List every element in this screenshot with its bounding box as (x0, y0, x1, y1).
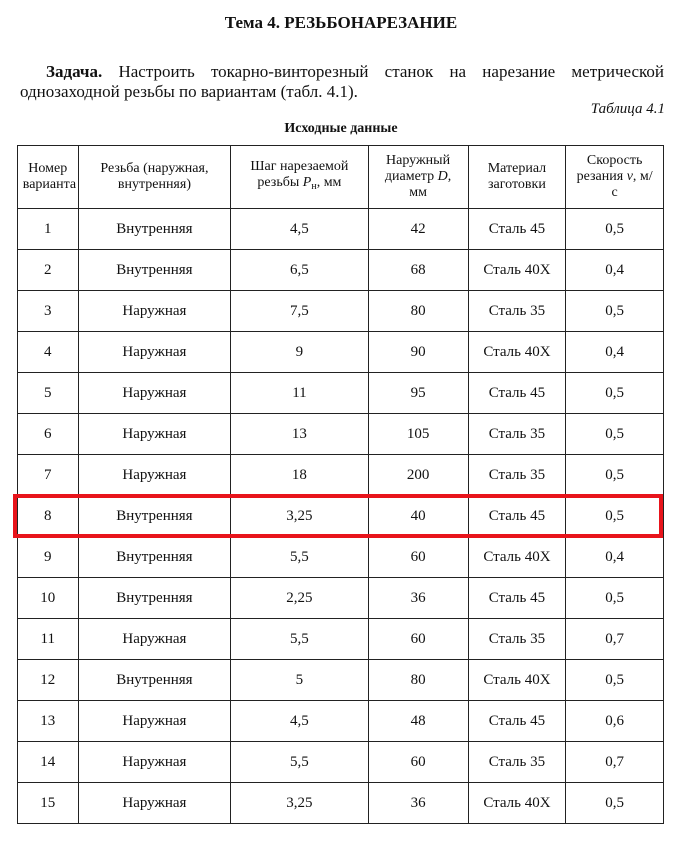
cell-material: Сталь 40Х (468, 537, 566, 578)
cell-thread: Наружная (78, 291, 231, 332)
cell-material: Сталь 45 (468, 209, 566, 250)
cell-thread: Внутренняя (78, 660, 231, 701)
cell-thread: Внутренняя (78, 209, 231, 250)
table-header-row (18, 146, 664, 209)
cell-pitch: 3,25 (231, 783, 368, 824)
cell-pitch: 5 (231, 660, 368, 701)
cell-pitch: 4,5 (231, 701, 368, 742)
table-row (18, 742, 664, 783)
cell-variant: 2 (18, 250, 79, 291)
cell-speed: 0,5 (566, 660, 664, 701)
cell-diameter: 60 (368, 619, 468, 660)
cell-variant: 15 (18, 783, 79, 824)
cell-thread: Внутренняя (78, 496, 231, 537)
cell-variant: 6 (18, 414, 79, 455)
cell-thread: Наружная (78, 742, 231, 783)
cell-pitch: 4,5 (231, 209, 368, 250)
cell-variant: 10 (18, 578, 79, 619)
cell-diameter: 36 (368, 783, 468, 824)
cell-thread: Наружная (78, 332, 231, 373)
cell-thread: Внутренняя (78, 578, 231, 619)
cell-material: Сталь 35 (468, 742, 566, 783)
cell-pitch: 7,5 (231, 291, 368, 332)
table-row (18, 455, 664, 496)
header-variant: Номер варианта (18, 146, 79, 209)
variants-table (17, 145, 664, 824)
cell-diameter: 80 (368, 660, 468, 701)
cell-thread: Внутренняя (78, 537, 231, 578)
cell-material: Сталь 45 (468, 496, 566, 537)
cell-speed: 0,7 (566, 742, 664, 783)
table-row (18, 250, 664, 291)
cell-material: Сталь 45 (468, 373, 566, 414)
cell-diameter: 60 (368, 742, 468, 783)
cell-material: Сталь 40Х (468, 660, 566, 701)
table-row (18, 783, 664, 824)
cell-speed: 0,5 (566, 373, 664, 414)
cell-thread: Наружная (78, 373, 231, 414)
cell-material: Сталь 40Х (468, 783, 566, 824)
cell-diameter: 48 (368, 701, 468, 742)
table-row (18, 373, 664, 414)
cell-diameter: 95 (368, 373, 468, 414)
cell-pitch: 5,5 (231, 537, 368, 578)
cell-variant: 8 (18, 496, 79, 537)
cell-variant: 5 (18, 373, 79, 414)
table-row (18, 578, 664, 619)
cell-diameter: 68 (368, 250, 468, 291)
cell-variant: 12 (18, 660, 79, 701)
cell-speed: 0,5 (566, 414, 664, 455)
cell-pitch: 9 (231, 332, 368, 373)
cell-material: Сталь 35 (468, 619, 566, 660)
task-label: Задача. (46, 62, 103, 81)
cell-variant: 11 (18, 619, 79, 660)
cell-diameter: 42 (368, 209, 468, 250)
task-text: Настроить токарно-винторезный станок на нарезание метрической однозаходной резьбы по вариантам (табл. 4.1). (20, 62, 665, 101)
cell-pitch: 5,5 (231, 619, 368, 660)
page-title: Тема 4. РЕЗЬБОНАРЕЗАНИЕ (224, 13, 458, 32)
table-row (18, 496, 664, 537)
cell-variant: 14 (18, 742, 79, 783)
cell-material: Сталь 45 (468, 701, 566, 742)
cell-variant: 1 (18, 209, 79, 250)
cell-material: Сталь 35 (468, 291, 566, 332)
cell-material: Сталь 35 (468, 455, 566, 496)
table-row (18, 660, 664, 701)
header-diameter: Наружный диаметр D, мм (368, 146, 468, 209)
cell-material: Сталь 40Х (468, 250, 566, 291)
cell-thread: Внутренняя (78, 250, 231, 291)
table-row (18, 701, 664, 742)
cell-thread: Наружная (78, 783, 231, 824)
cell-material: Сталь 45 (468, 578, 566, 619)
cell-variant: 7 (18, 455, 79, 496)
cell-speed: 0,5 (566, 455, 664, 496)
cell-diameter: 40 (368, 496, 468, 537)
cell-pitch: 3,25 (231, 496, 368, 537)
cell-pitch: 5,5 (231, 742, 368, 783)
cell-speed: 0,4 (566, 250, 664, 291)
header-pitch: Шаг нарезаемой резьбы $P_н$, мм (231, 146, 368, 209)
cell-diameter: 80 (368, 291, 468, 332)
cell-speed: 0,4 (566, 332, 664, 373)
table-row (18, 537, 664, 578)
cell-diameter: 90 (368, 332, 468, 373)
cell-pitch: 11 (231, 373, 368, 414)
cell-pitch: 18 (231, 455, 368, 496)
table-row (18, 414, 664, 455)
cell-variant: 3 (18, 291, 79, 332)
cell-thread: Наружная (78, 455, 231, 496)
table-body (18, 209, 664, 824)
cell-diameter: 200 (368, 455, 468, 496)
task-paragraph (20, 62, 664, 102)
header-thread: Резьба (наружная, внутренняя) (78, 146, 231, 209)
cell-speed: 0,7 (566, 619, 664, 660)
table-row (18, 332, 664, 373)
table-row (18, 291, 664, 332)
cell-speed: 0,6 (566, 701, 664, 742)
cell-material: Сталь 35 (468, 414, 566, 455)
cell-variant: 13 (18, 701, 79, 742)
table-number: Таблица 4.1 (590, 101, 665, 117)
cell-thread: Наружная (78, 414, 231, 455)
cell-speed: 0,5 (566, 783, 664, 824)
cell-pitch: 6,5 (231, 250, 368, 291)
header-material: Материал заготовки (468, 146, 566, 209)
table-row (18, 619, 664, 660)
cell-thread: Наружная (78, 701, 231, 742)
header-speed: Скорость резания v, м/с (566, 146, 664, 209)
cell-diameter: 36 (368, 578, 468, 619)
cell-variant: 4 (18, 332, 79, 373)
cell-speed: 0,4 (566, 537, 664, 578)
cell-material: Сталь 40Х (468, 332, 566, 373)
cell-diameter: 60 (368, 537, 468, 578)
table-row (18, 209, 664, 250)
cell-speed: 0,5 (566, 209, 664, 250)
cell-thread: Наружная (78, 619, 231, 660)
cell-speed: 0,5 (566, 291, 664, 332)
cell-speed: 0,5 (566, 496, 664, 537)
cell-speed: 0,5 (566, 578, 664, 619)
cell-diameter: 105 (368, 414, 468, 455)
table-caption: Исходные данные (284, 121, 398, 136)
cell-pitch: 2,25 (231, 578, 368, 619)
cell-variant: 9 (18, 537, 79, 578)
cell-pitch: 13 (231, 414, 368, 455)
